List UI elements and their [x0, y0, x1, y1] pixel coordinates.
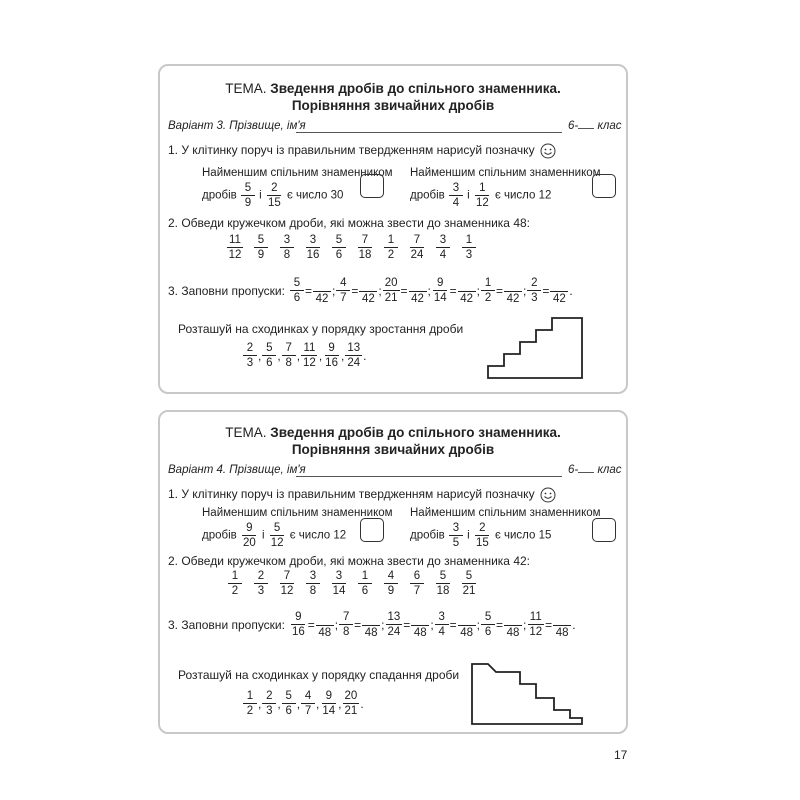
blank-fraction[interactable]: 48 [553, 610, 571, 639]
staircase-descending-icon[interactable] [470, 662, 586, 726]
fraction: $\frac{2}{15}$ [267, 182, 281, 209]
blank-fraction[interactable]: 48 [362, 610, 380, 639]
class-field-line[interactable] [578, 472, 594, 473]
fraction[interactable]: $\frac{1}{2}$ [378, 234, 404, 261]
checkbox-right[interactable] [592, 518, 616, 542]
task-1-left-statement: Найменшим спільним знаменником дробів $\frac{9}{20}$ і $\frac{5}{12}$ є число 12 [202, 507, 393, 549]
fraction: $\frac{5}{12}$ [270, 522, 284, 549]
blank-fraction[interactable]: 48 [458, 610, 476, 639]
blank-fraction[interactable]: 42 [458, 276, 476, 305]
task-1-text: 1. У клітинку поруч із правильним твердженням нарисуй позначку [168, 487, 556, 503]
variant-label: Варіант 3. Прізвище, ім'я [168, 120, 306, 132]
fraction[interactable]: $\frac{7}{12}$ [280, 570, 294, 597]
fraction: $\frac{9}{20}$ [242, 522, 256, 549]
fraction[interactable]: $\frac{6}{7}$ [404, 570, 430, 597]
fraction[interactable]: $\frac{5}{18}$ [436, 570, 450, 597]
fraction[interactable]: $\frac{2}{3}$ [248, 570, 274, 597]
class-label: 6- клас [568, 464, 622, 476]
fraction[interactable]: $\frac{3}{16}$ [306, 234, 320, 261]
class-label: 6- клас [568, 120, 622, 132]
worksheet-card-variant-3 [158, 64, 628, 394]
fraction[interactable]: $\frac{1}{2}$ [222, 570, 248, 597]
blank-fraction[interactable]: 42 [550, 276, 568, 305]
fraction[interactable]: $\frac{4}{9}$ [378, 570, 404, 597]
blank-fraction[interactable]: 48 [316, 610, 334, 639]
worksheet-card-variant-4 [158, 410, 628, 734]
task-3-label: 3. Заповни пропуски: [168, 283, 285, 298]
task-3-label: 3. Заповни пропуски: [168, 617, 285, 632]
smiley-icon [540, 143, 556, 159]
name-field-line[interactable] [296, 476, 562, 477]
task-4-text: Розташуй на сходинках у порядку зростання дроби [178, 322, 464, 336]
task-1-text: 1. У клітинку поруч із правильним твердженням нарисуй позначку [168, 143, 556, 159]
fraction[interactable]: $\frac{1}{6}$ [352, 570, 378, 597]
task-4-fraction-row: $\frac{1}{2}$ , $\frac{2}{3}$ , $\frac{5}{6}$ , $\frac{4}{7}$ , $\frac{9}{14}$ , $\frac{20}{21}$ . [242, 690, 364, 717]
name-field-line[interactable] [296, 132, 562, 133]
blank-fraction[interactable]: 42 [409, 276, 427, 305]
task-4-fraction-row: $\frac{2}{3}$ , $\frac{5}{6}$ , $\frac{7}{8}$ , $\frac{11}{12}$ , $\frac{9}{16}$ , $\frac{13}{24}$ . [242, 342, 366, 369]
checkbox-right[interactable] [592, 174, 616, 198]
staircase-ascending-icon[interactable] [486, 316, 586, 380]
fraction: $\frac{2}{15}$ [475, 522, 489, 549]
fraction[interactable]: $\frac{3}{8}$ [300, 570, 326, 597]
fraction: $\frac{3}{5}$ [449, 522, 463, 549]
task-3-row: 3. Заповни пропуски: $\frac{9}{16}$ = 48 ; $\frac{7}{8}$ = 48 ; $\frac{13}{24}$ = 48 ; $\frac{3}{4}$ = 48 ; $\frac{5}{6}$ = 48 ; $\frac{11}{12}$ = 48 . [168, 611, 576, 639]
fraction[interactable]: $\frac{3}{14}$ [332, 570, 346, 597]
smiley-icon [540, 487, 556, 503]
fraction[interactable]: $\frac{7}{18}$ [358, 234, 372, 261]
fraction[interactable]: $\frac{3}{8}$ [274, 234, 300, 261]
fraction: $\frac{1}{12}$ [475, 182, 489, 209]
fraction[interactable]: $\frac{7}{24}$ [410, 234, 424, 261]
checkbox-left[interactable] [360, 174, 384, 198]
fraction: $\frac{5}{9}$ [241, 182, 255, 209]
fraction[interactable]: $\frac{1}{3}$ [456, 234, 482, 261]
card-title: ТЕМА. Зведення дробів до спільного знаменника. Порівняння звичайних дробів [225, 81, 561, 113]
fraction[interactable]: $\frac{3}{4}$ [430, 234, 456, 261]
task-1-right-statement: Найменшим спільним знаменником дробів $\frac{3}{5}$ і $\frac{2}{15}$ є число 15 [410, 507, 601, 549]
blank-fraction[interactable]: 42 [504, 276, 522, 305]
blank-fraction[interactable]: 48 [504, 610, 522, 639]
fraction[interactable]: $\frac{5}{9}$ [248, 234, 274, 261]
task-2-text: 2. Обведи кружечком дроби, які можна звести до знаменника 48: [168, 216, 530, 230]
fraction: $\frac{3}{4}$ [449, 182, 463, 209]
blank-fraction[interactable]: 48 [411, 610, 429, 639]
checkbox-left[interactable] [360, 518, 384, 542]
task-2-fraction-row [222, 234, 482, 261]
page-number: 17 [614, 748, 628, 762]
blank-fraction[interactable]: 42 [313, 276, 331, 305]
task-3-row: 3. Заповни пропуски: $\frac{5}{6}$ = 42 ; $\frac{4}{7}$ = 42 ; $\frac{20}{21}$ = 42 ; $\frac{9}{14}$ = 42 ; $\frac{1}{2}$ = 42 ; $\frac{2}{3}$ = 42 . [168, 277, 573, 305]
variant-label: Варіант 4. Прізвище, ім'я [168, 464, 306, 476]
task-2-fraction-row [222, 570, 482, 597]
card-title: ТЕМА. Зведення дробів до спільного знаменника. Порівняння звичайних дробів [225, 425, 561, 457]
task-2-text: 2. Обведи кружечком дроби, які можна звести до знаменника 42: [168, 554, 530, 568]
fraction[interactable]: $\frac{5}{21}$ [462, 570, 476, 597]
class-field-line[interactable] [578, 128, 594, 129]
fraction[interactable]: $\frac{11}{12}$ [228, 234, 242, 261]
fraction[interactable]: $\frac{5}{6}$ [326, 234, 352, 261]
task-1-left-statement: Найменшим спільним знаменником дробів $\frac{5}{9}$ і $\frac{2}{15}$ є число 30 [202, 167, 393, 209]
blank-fraction[interactable]: 42 [359, 276, 377, 305]
task-1-right-statement: Найменшим спільним знаменником дробів $\frac{3}{4}$ і $\frac{1}{12}$ є число 12 [410, 167, 601, 209]
task-4-text: Розташуй на сходинках у порядку спадання дроби [178, 668, 460, 682]
